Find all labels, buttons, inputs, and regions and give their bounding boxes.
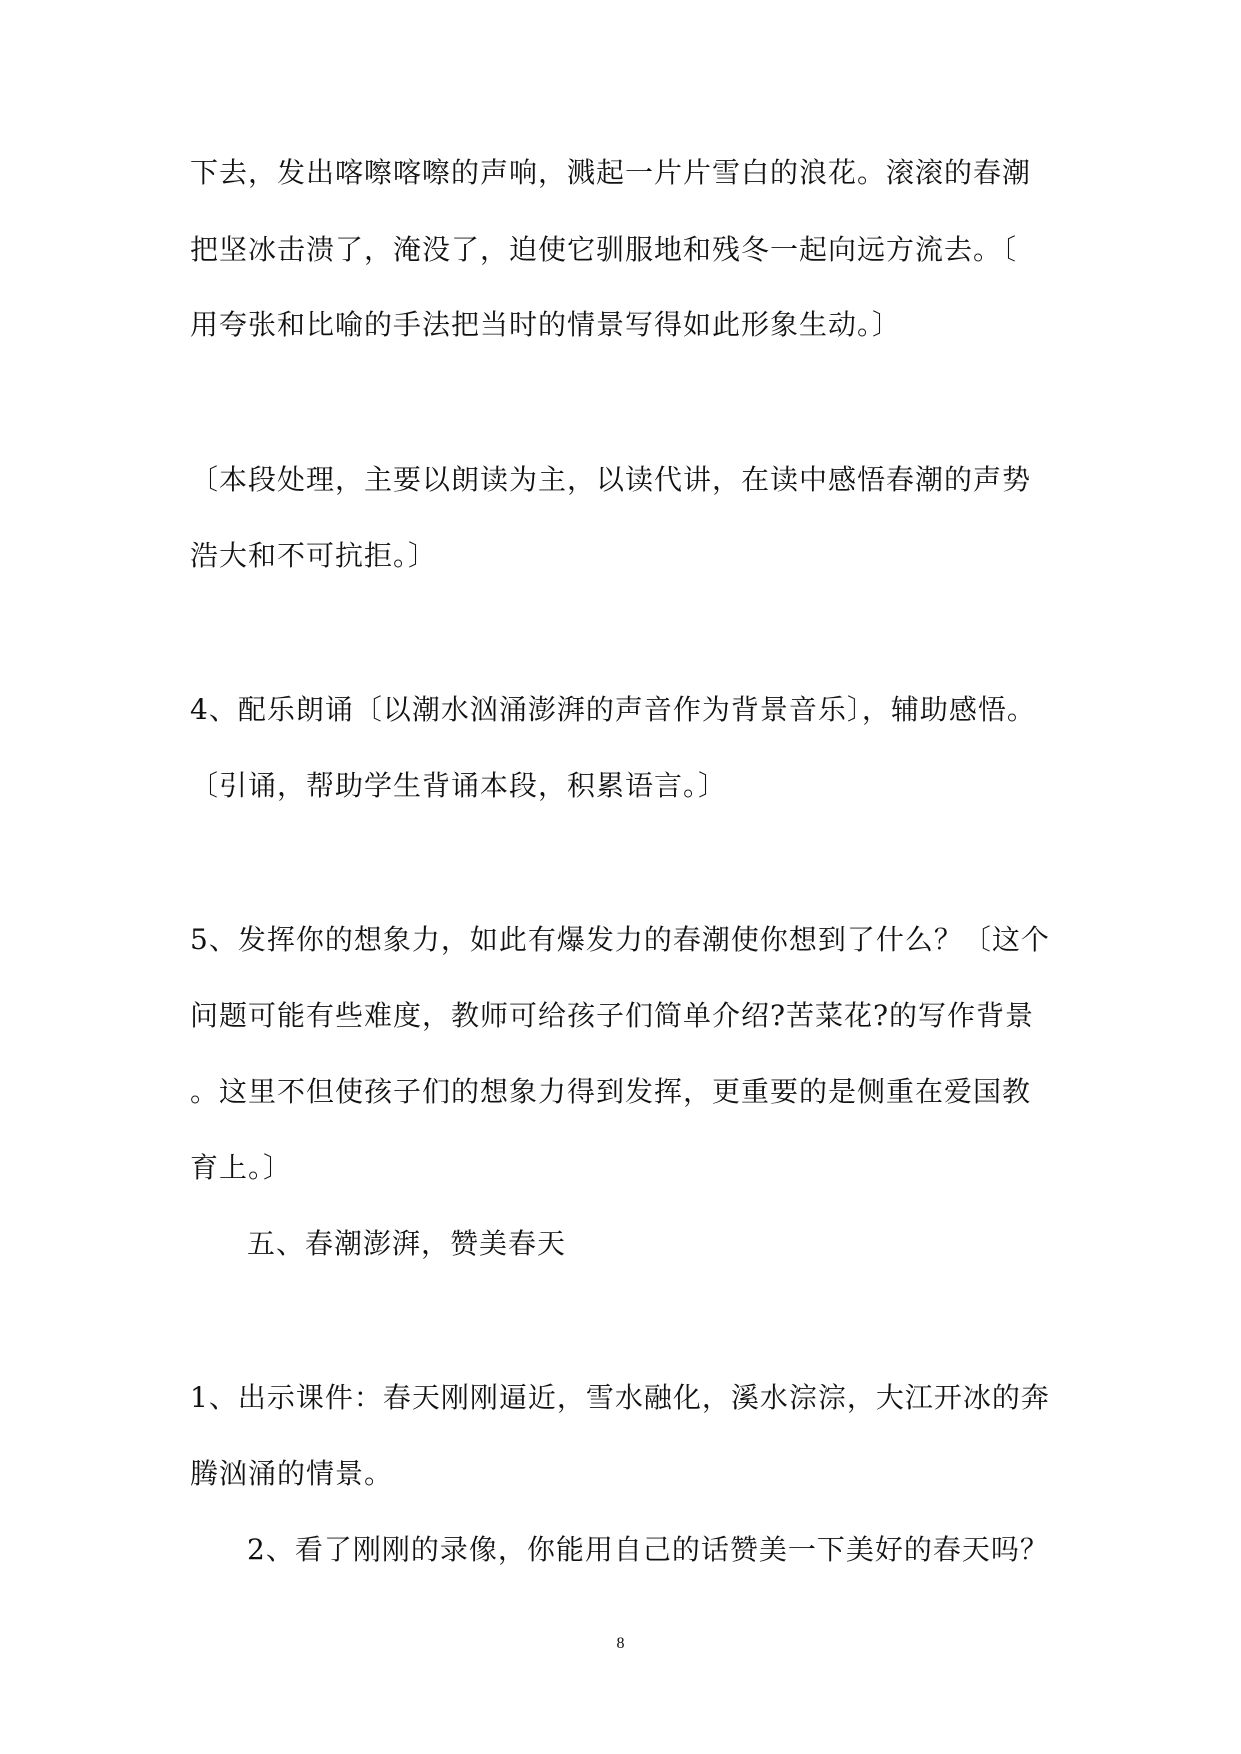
- paragraph-4-line-4: 育上。〕: [190, 1151, 293, 1184]
- page-number: 8: [616, 1635, 625, 1652]
- section-heading: 五、春潮澎湃，赞美春天: [247, 1227, 567, 1260]
- paragraph-2-line-2: 浩大和不可抗拒。〕: [190, 539, 438, 572]
- paragraph-1-line-1: 下去，发出喀嚓喀嚓的声响，溅起一片片雪白的浪花。滚滚的春潮: [190, 156, 1032, 189]
- paragraph-3-line-2: 〔引诵，帮助学生背诵本段，积累语言。〕: [190, 769, 728, 802]
- paragraph-1-line-2: 把坚冰击溃了，淹没了，迫使它驯服地和残冬一起向远方流去。〔: [190, 233, 1018, 266]
- paragraph-4-line-3: 。这里不但使孩子们的想象力得到发挥，更重要的是侧重在爱国教: [190, 1075, 1032, 1108]
- paragraph-4-line-1: 5、发挥你的想象力，如此有爆发力的春潮使你想到了什么？〔这个: [190, 923, 1050, 956]
- paragraph-3-line-1: 4、配乐朗诵〔以潮水汹涌澎湃的声音作为背景音乐〕，辅助感悟。: [190, 693, 1036, 726]
- paragraph-5-line-1: 1、出示课件：春天刚刚逼近，雪水融化，溪水淙淙，大江开冰的奔: [190, 1381, 1050, 1414]
- paragraph-4-line-2: 问题可能有些难度，教师可给孩子们简单介绍?苦菜花?的写作背景: [190, 999, 1035, 1032]
- paragraph-1-line-3: 用夸张和比喻的手法把当时的情景写得如此形象生动。〕: [190, 308, 902, 341]
- paragraph-6: 2、看了刚刚的录像，你能用自己的话赞美一下美好的春天吗？: [247, 1533, 1049, 1566]
- paragraph-5-line-2: 腾汹涌的情景。: [190, 1457, 394, 1490]
- paragraph-2-line-1: 〔本段处理，主要以朗读为主，以读代讲，在读中感悟春潮的声势: [190, 463, 1032, 496]
